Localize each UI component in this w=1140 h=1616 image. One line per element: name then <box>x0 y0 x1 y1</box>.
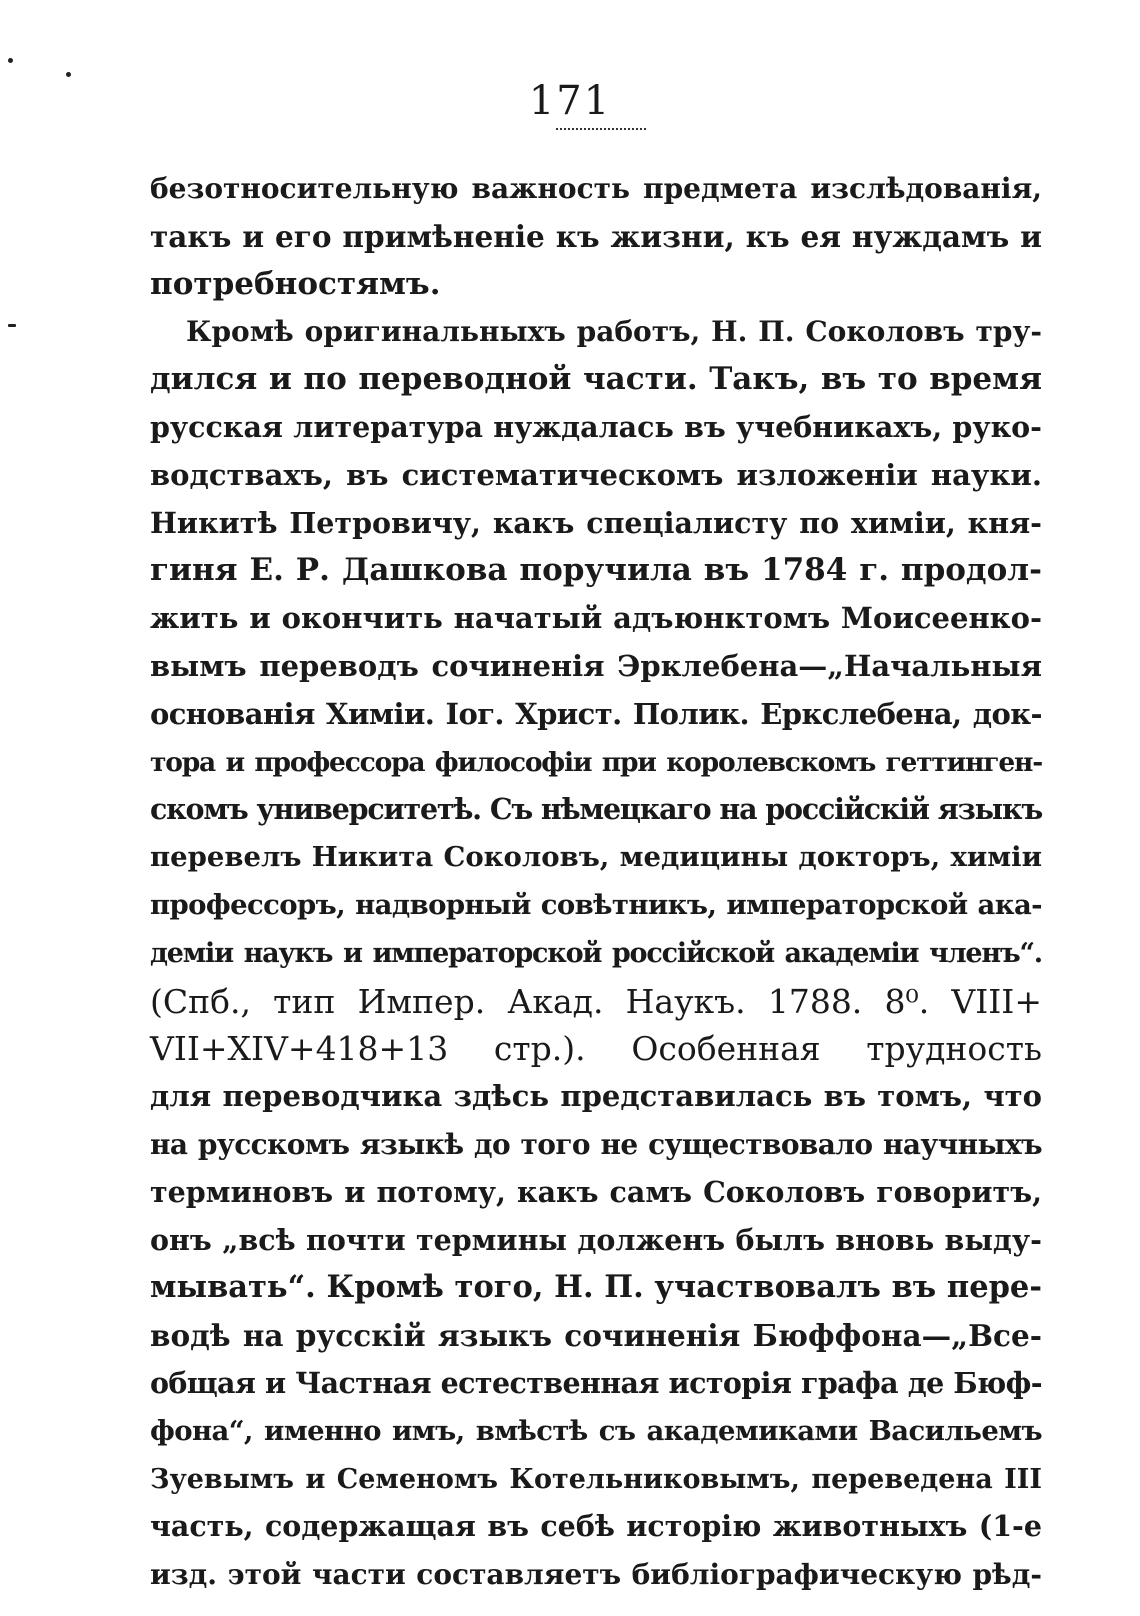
text-line: гиня Е. Р. Дашкова поручила въ 1784 г. продол- <box>150 552 1042 589</box>
text-line: вымъ переводъ сочиненія Эрклебена—„Начальныя <box>150 648 1042 683</box>
page-number-rule <box>556 128 646 130</box>
text-line: фона“, именно имъ, вмѣстѣ съ академиками Васильемъ <box>150 1414 1042 1447</box>
text-line: такъ и его примѣненіе къ жизни, къ ея нуждамъ и <box>150 218 1042 254</box>
text-line: (Спб., тип Импер. Акад. Наукъ. 1788. 8⁰. VIII+ <box>150 981 1042 1021</box>
text-line: Никитѣ Петровичу, какъ спеціалисту по химіи, кня- <box>150 505 1042 540</box>
text-line: часть, содержащая въ себѣ исторію животныхъ (1-е <box>150 1509 1042 1544</box>
text-line: общая и Частная естественная исторія графа де Бюф- <box>150 1365 1042 1400</box>
text-line: онъ „всѣ почти термины долженъ былъ вновь выду- <box>150 1222 1042 1257</box>
margin-speck <box>8 324 16 327</box>
text-line: основанія Химіи. Іог. Христ. Полик. Еркслебена, док- <box>150 696 1042 731</box>
text-line: дился и по переводной части. Такъ, въ то время <box>150 361 1042 398</box>
text-line: на русскомъ языкѣ до того не существовало научныхъ <box>150 1127 1042 1161</box>
text-line: деміи наукъ и императорской россійской академіи членъ“. <box>150 937 1042 969</box>
text-line: потребностямъ. <box>150 265 441 302</box>
text-line: русская литература нуждалась въ учебникахъ, руко- <box>150 409 1042 444</box>
text-line: безотносительную важность предмета изслѣдованія, <box>150 172 1042 205</box>
text-line: перевелъ Никита Соколовъ, медицины докторъ, химіи <box>150 841 1042 874</box>
text-line: тора и профессора философіи при королевскомъ геттинген- <box>150 746 1042 778</box>
text-line: водѣ на русскій языкъ сочиненія Бюффона—„Все- <box>150 1318 1042 1354</box>
text-line: изд. этой части составляетъ библіографическую рѣд- <box>150 1558 1042 1592</box>
margin-speck <box>8 58 13 63</box>
text-line: VII+XIV+418+13 стр.). Особенная трудность <box>150 1029 1042 1069</box>
text-line: водствахъ, въ систематическомъ изложеніи науки. <box>150 457 1042 492</box>
body-text <box>150 165 1042 1599</box>
text-line: мывать“. Кромѣ того, Н. П. участвовалъ въ пере- <box>150 1269 1042 1306</box>
text-line: профессоръ, надворный совѣтникъ, императорской ака- <box>150 888 1042 921</box>
text-line: Кромѣ оригинальныхъ работъ, Н. П. Соколовъ тру- <box>186 315 1042 349</box>
text-line: скомъ университетѣ. Съ нѣмецкаго на россійскій языкъ <box>150 792 1042 827</box>
text-line: Зуевымъ и Семеномъ Котельниковымъ, переведена III <box>150 1463 1042 1495</box>
text-line: для переводчика здѣсь представилась въ томъ, что <box>150 1079 1042 1114</box>
text-line: терминовъ и потому, какъ самъ Соколовъ говоритъ, <box>150 1174 1042 1209</box>
margin-speck <box>66 72 71 77</box>
page-number: 171 <box>528 78 612 124</box>
text-line: жить и окончить начатый адъюнктомъ Моисеенко- <box>150 601 1042 636</box>
